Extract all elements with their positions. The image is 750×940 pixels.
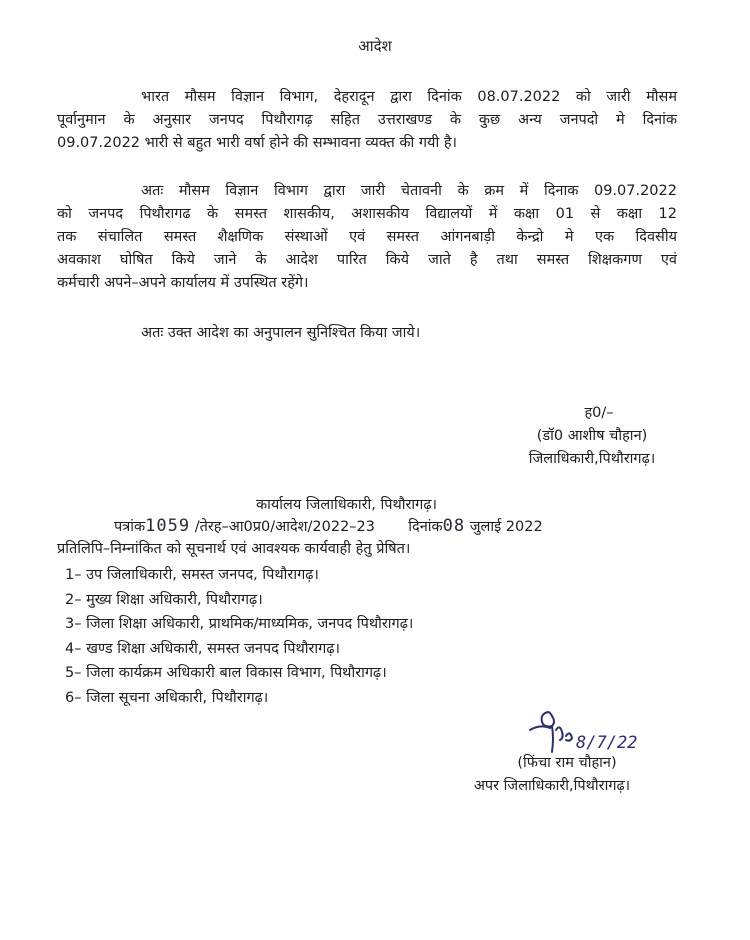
paragraph-line: पूर्वानुमान के अनुसार जनपद पिथौरागढ़ सहित उत्तराखण्ड के कुछ अन्य जनपदो मे दिनांक <box>57 112 677 128</box>
paragraph-holiday-order <box>57 180 677 295</box>
copy-recipient-item: 5– जिला कार्यक्रम अधिकारी बाल विकास विभाग, पिथौरागढ़। <box>65 665 387 681</box>
paragraph-compliance <box>57 322 677 345</box>
reference-prefix: पत्रांक <box>114 519 146 535</box>
signatory-block-district-magistrate <box>494 402 690 471</box>
signatory-name: (डॉ0 आशीष चौहान) <box>536 428 648 444</box>
paragraph-line: अवकाश घोषित किये जाने के आदेश पारित किये जाते है तथा समस्त शिक्षकगण एवं <box>57 252 677 268</box>
copy-intro: प्रतिलिपि–निम्नांकित को सूचनार्थ एवं आवश्यक कार्यवाही हेतु प्रेषित। <box>57 541 411 557</box>
handwritten-date: 8/7/22 <box>576 733 638 753</box>
paragraph-line: अतः उक्त आदेश का अनुपालन सुनिश्चित किया जाये। <box>141 325 421 341</box>
signatory-block-additional-dm <box>432 752 672 798</box>
paragraph-line: तक संचालित समस्त शैक्षणिक संस्थाओं एवं समस्त आंगनबाड़ी केन्द्रो मे एक दिवसीय <box>57 229 677 245</box>
signed-mark: ह0/– <box>584 405 614 421</box>
date-rest: जुलाई 2022 <box>469 519 543 535</box>
signatory-name: (फिंचा राम चौहान) <box>517 755 617 771</box>
date-label: दिनांक <box>408 519 443 535</box>
paragraph-line: भारत मौसम विज्ञान विभाग, देहरादून द्वारा दिनांक 08.07.2022 को जारी मौसम <box>141 89 677 105</box>
copy-recipients-list <box>65 563 413 710</box>
reference-line <box>114 516 543 536</box>
paragraph-line: कर्मचारी अपने–अपने कार्यालय में उपस्थित रहेंगे। <box>57 275 309 291</box>
signatory-designation: अपर जिलाधिकारी,पिथौरागढ़। <box>473 778 631 794</box>
date-day-handwritten: 08 <box>442 516 466 536</box>
paragraph-line: को जनपद पिथौरागढ के समस्त शासकीय, अशासकीय विद्यालयों में कक्षा 01 से कक्षा 12 <box>57 206 677 222</box>
copy-recipient-item: 4– खण्ड शिक्षा अधिकारी, समस्त जनपद पिथौरागढ़। <box>65 640 340 657</box>
copy-recipient-item: 3– जिला शिक्षा अधिकारी, प्राथमिक/माध्यमिक, जनपद पिथौरागढ़। <box>65 616 414 632</box>
paragraph-line: अतः मौसम विज्ञान विभाग द्वारा जारी चेतावनी के क्रम में दिनाक 09.07.2022 <box>141 183 677 199</box>
document-title: आदेश <box>358 37 392 55</box>
office-line: कार्यालय जिलाधिकारी, पिथौरागढ़। <box>256 497 437 513</box>
copy-recipient-item: 2– मुख्य शिक्षा अधिकारी, पिथौरागढ़। <box>65 591 263 608</box>
reference-number-handwritten: 1059 <box>145 516 191 536</box>
paragraph-weather-forecast <box>57 86 677 155</box>
paragraph-line: 09.07.2022 भारी से बहुत भारी वर्षा होने की सम्भावना व्यक्त की गयी है। <box>57 135 458 151</box>
reference-code: /तेरह–आ0प्र0/आदेश/2022–23 <box>194 519 376 535</box>
signatory-designation: जिलाधिकारी,पिथौरागढ़। <box>528 451 656 467</box>
copy-recipient-item: 6– जिला सूचना अधिकारी, पिथौरागढ़। <box>65 689 269 706</box>
handwritten-signature-icon <box>526 708 666 756</box>
copy-recipient-item: 1– उप जिलाधिकारी, समस्त जनपद, पिथौरागढ़। <box>65 567 319 583</box>
